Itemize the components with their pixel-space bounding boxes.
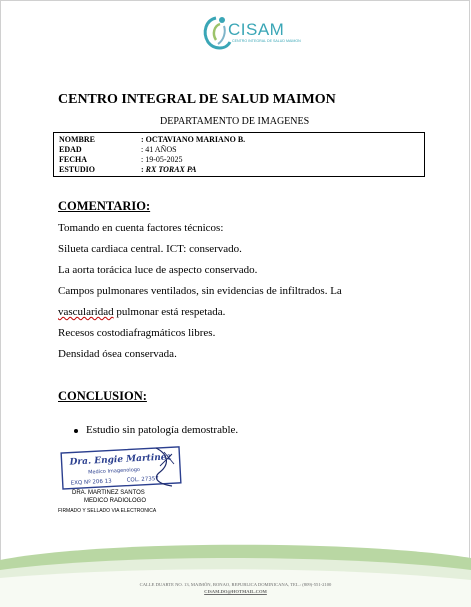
- conclusion-item: Estudio sin patología demostrable.: [86, 424, 239, 436]
- estudio-value: : RX TORAX PA: [141, 165, 197, 174]
- spellcheck-word: vascularidad: [58, 306, 114, 318]
- fecha-value: : 19-05-2025: [141, 155, 183, 164]
- logo-brand: CISAM: [228, 20, 285, 39]
- nombre-value: : OCTAVIANO MARIANO B.: [141, 135, 246, 144]
- footer-address: CALLE DUARTE NO. 13, MAIMÓN, BONAO, REPUBLICA DOMINICANA, TEL.: (809)-551-2100: [139, 582, 332, 587]
- comment-line: Densidad ósea conservada.: [58, 348, 177, 360]
- svg-text:Dra. Engie Martinez: Dra. Engie Martinez: [69, 452, 172, 468]
- signature-stamp: [60, 446, 184, 490]
- department-name: DEPARTAMENTO DE IMAGENES: [160, 116, 310, 127]
- comment-line: Tomando en cuenta factores técnicos:: [58, 222, 224, 234]
- comment-line: [58, 306, 225, 318]
- svg-text:EXQ Nº 206 13: EXQ Nº 206 13: [70, 478, 112, 487]
- signer-name: DRA. MARTINEZ SANTOS: [72, 490, 145, 496]
- estudio-value-text: RX TORAX PA: [145, 165, 197, 174]
- electronic-signature-note: FIRMADO Y SELLADO VIA ELECTRONICA: [58, 508, 157, 514]
- comment-line-rest: pulmonar está respetada.: [113, 306, 226, 318]
- comment-line: Silueta cardiaca central. ICT: conservado.: [58, 243, 242, 255]
- comentario-heading: COMENTARIO:: [58, 199, 151, 213]
- signer-role: MEDICO RADIOLOGO: [84, 498, 147, 504]
- estudio-label: ESTUDIO: [59, 165, 96, 174]
- patient-info-table: [53, 132, 425, 177]
- edad-label: EDAD: [59, 145, 82, 154]
- bullet-icon: [74, 429, 78, 433]
- comment-line: La aorta torácica luce de aspecto conservado.: [58, 264, 258, 276]
- nombre-label: NOMBRE: [59, 135, 95, 144]
- footer-email-line: [0, 589, 471, 594]
- footer-wave: [0, 540, 471, 607]
- conclusion-heading: CONCLUSION:: [58, 389, 147, 403]
- document-title: CENTRO INTEGRAL DE SALUD MAIMON: [58, 92, 336, 107]
- fecha-label: FECHA: [59, 155, 87, 164]
- logo-tagline: CENTRO INTEGRAL DE SALUD MAIMON: [232, 39, 301, 43]
- svg-text:Medico Imagenologo: Medico Imagenologo: [88, 466, 141, 476]
- comment-line: Recesos costodiafragmáticos libres.: [58, 327, 216, 339]
- footer-email[interactable]: CISAM.DO@HOTMAIL.COM: [204, 589, 267, 594]
- comment-line: Campos pulmonares ventilados, sin evidencias de infiltrados. La: [58, 285, 342, 297]
- edad-value: : 41 AÑOS: [141, 145, 177, 154]
- svg-text:COL. 27357: COL. 27357: [126, 475, 160, 484]
